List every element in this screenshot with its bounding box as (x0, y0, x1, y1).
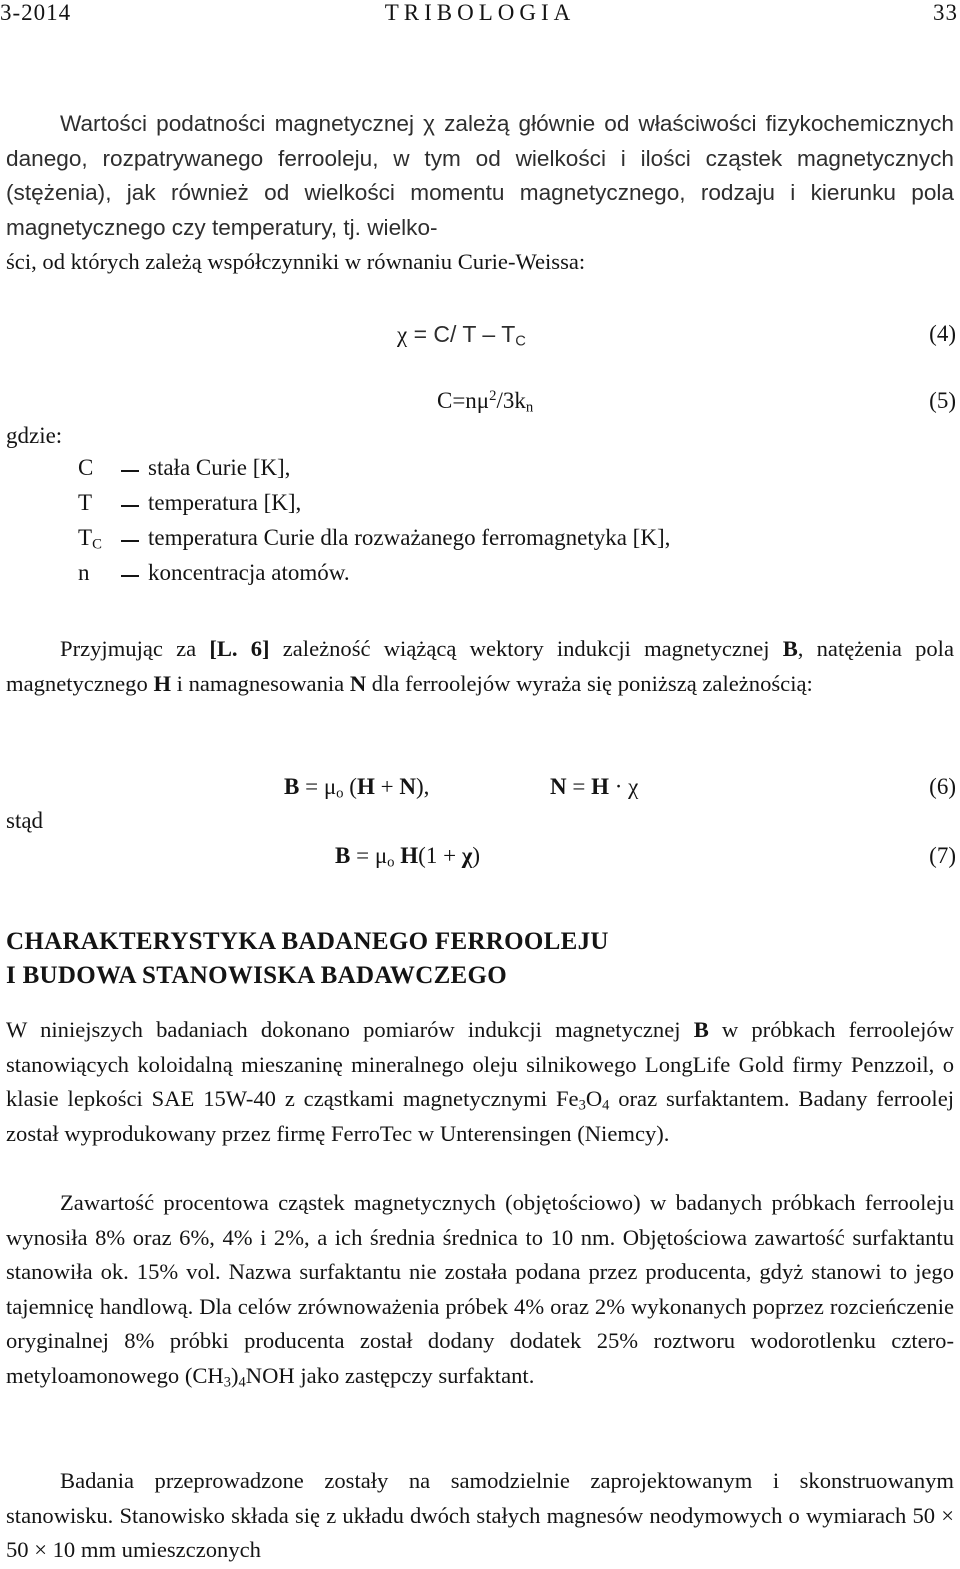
eq6-h: H (356, 774, 375, 799)
citation-ref: [L. 6] (209, 636, 270, 661)
p2-b: zależność wiążącą wektory indukcji magnetycznej (269, 636, 783, 661)
equation-4-body: = C/ T – T (407, 321, 516, 347)
eq7-close: ) (472, 843, 481, 868)
eq6-dot: · χ (609, 774, 639, 799)
equation-6-formula (284, 774, 429, 800)
p2-a: Przyjmując za (60, 636, 210, 661)
equation-7-number: (7) (929, 843, 956, 868)
p2-c: , natężenia pola magnetycznego (6, 636, 954, 696)
definition-symbol: $T_C$ (78, 525, 102, 553)
eq7-rest: (1 + (418, 843, 462, 868)
eq6-n2: N (550, 774, 567, 799)
page-header (0, 0, 960, 26)
paragraph-intro (6, 107, 954, 245)
equation-5-formula (437, 388, 533, 414)
p2-d: i namagnesowania (171, 670, 350, 696)
definition-symbol: T (78, 490, 93, 515)
definition-desc: stała Curie [K], (148, 455, 291, 480)
equation-7 (0, 843, 960, 879)
definition-desc: koncentracja atomów. (148, 560, 350, 585)
paragraph-intro-end-text: ści, od których zależą współczynniki w równaniu Curie-Weissa: (6, 249, 586, 274)
eq6-eq2: = (566, 774, 592, 799)
eq6-sub: o (336, 785, 344, 802)
equation-5-pre: C=nμ (437, 388, 490, 413)
equation-4 (0, 321, 960, 357)
p2-e: dla ferroolejów wyraża się poniższą zależnością: (366, 670, 813, 696)
p4-c: NOH jako zastępczy surfaktant. (245, 1362, 535, 1388)
eq6-paren: ( (343, 774, 357, 799)
section-heading-line-2: I BUDOWA STANOWISKA BADAWCZEGO (6, 962, 508, 989)
definition-desc: temperatura Curie dla rozważanego ferromagnetyka [K], (148, 525, 671, 550)
p3-b: w próbkach ferroolejów stanowiących koloidalną mieszaninę mineralnego oleju silnikowego LongLife Gold firmy Penzzoil, o klasie lepkości SAE 15W-40 z cząstkami magnetycznymi Fe (6, 1017, 954, 1111)
p3-c: O (585, 1086, 603, 1111)
equation-6-number: (6) (929, 774, 956, 799)
eq6-plus: + (374, 774, 400, 799)
p3-sub1: 3 (578, 1097, 586, 1114)
chi-symbol: χ (397, 322, 408, 347)
section-heading-line-1: CHARAKTERYSTYKA BADANEGO FERROOLEJU (6, 928, 609, 955)
eq6-eq: = μ (299, 774, 337, 799)
equation-5-number: (5) (929, 388, 956, 413)
equation-4-formula (397, 321, 526, 348)
eq7-chi: χ (461, 843, 473, 868)
equation-7-formula (335, 843, 480, 869)
p5-text: Badania przeprowadzone zostały na samodzielnie zaprojektowanym i skonstruowanym stanowisku. Stanowisko składa się z układu dwóch stałych magnesów neodymowych o wymiarach 50 × 50 × 10 mm umieszczonych (6, 1468, 954, 1562)
definition-symbol: C (78, 455, 94, 480)
equation-5-sup: 2 (489, 387, 497, 404)
equation-5-sub: n (525, 399, 534, 416)
gdzie-label: gdzie: (6, 423, 63, 448)
equation-5-mid: /3k (496, 388, 526, 413)
p3-d: oraz surfaktantem. Badany ferroolej został wyprodukowany przez firmę FerroTec w Unterensingen (Niemcy). (6, 1086, 955, 1146)
eq7-eq: = μ (350, 843, 388, 868)
symbol-b: B (782, 636, 798, 661)
stad-label: stąd (6, 808, 44, 833)
equation-4-sub: C (515, 333, 526, 350)
definition-desc: temperatura [K], (148, 490, 302, 515)
equation-4-number: (4) (929, 321, 956, 346)
eq6-n: N (399, 774, 416, 799)
paragraph-intro-end (6, 245, 954, 280)
page-number: 33 (933, 0, 958, 25)
equation-5 (0, 388, 960, 424)
p3-a: W niniejszych badaniach dokonano pomiarów indukcji magnetycznej (6, 1017, 694, 1042)
definition-symbol: n (78, 560, 90, 585)
p4-b: ) (230, 1362, 239, 1388)
eq6-h2: H (591, 774, 609, 799)
eq6-close: ), (415, 774, 430, 799)
eq6-b: B (284, 774, 300, 799)
p4-a: Zawartość procentowa cząstek magnetycznych (objętościowo) w badanych próbkach ferrooleju wynosiła 8% oraz 6%, 4% i 2%, a ich średnia średnica to 10 nm. Objętościowa zawartość surfaktantu stanowiła ok. 15% vol. Nazwa surfaktantu nie została podana przez producenta, gdyż stanowi to jego tajemnicę handlową. Dla celów zrównoważenia próbek 4% oraz 2% wykonanych poprzez rozcieńczenie oryginalnej 8% próbki producenta został dodany dodatek 25% roztworu wodorotlenku cztero-metyloamonowego (CH (6, 1190, 954, 1388)
journal-title: TRIBOLOGIA (384, 0, 576, 25)
p4-sub2: 4 (238, 1374, 246, 1391)
eq7-h: H (394, 843, 419, 868)
paragraph-relation (6, 632, 954, 701)
section-heading (6, 925, 609, 993)
symbol-n: N (349, 670, 367, 696)
p3-sub2: 4 (602, 1097, 610, 1114)
p3-b-symbol: B (693, 1017, 709, 1042)
equation-6 (0, 774, 960, 810)
eq7-sub: o (387, 854, 395, 871)
paragraph-intro-text: Wartości podatności magnetycznej χ zależą głównie od właściwości fizykochemicznych danego, rozpatrywanego ferrooleju, w tym od wielkości i ilości cząstek magnetycznych (stężenia), jak również od wielkości momentu magnetycznego, rodzaju i kierunku pola magnetycznego czy temperatury, tj. wielko- (6, 111, 954, 240)
equation-6-formula-2 (550, 774, 638, 800)
issue-number: 3-2014 (0, 0, 72, 25)
paragraph-setup (6, 1464, 954, 1568)
p4-sub1: 3 (223, 1374, 231, 1391)
paragraph-samples (6, 1013, 954, 1151)
paragraph-content (6, 1186, 954, 1393)
eq7-b: B (335, 843, 351, 868)
symbol-h: H (153, 670, 172, 696)
